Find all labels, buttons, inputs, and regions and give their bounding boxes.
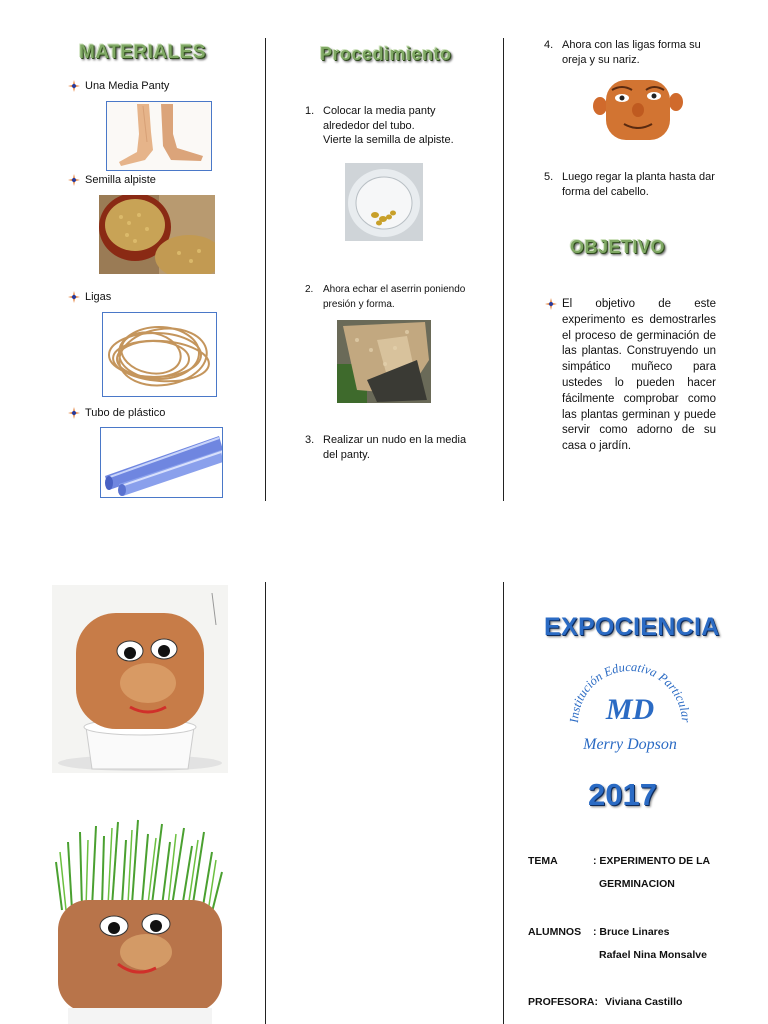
step-number: 3. (305, 434, 315, 446)
logo-arc-text: Institución Educativa Particular (566, 659, 694, 724)
column-divider-4 (503, 582, 504, 1024)
materiales-title: MATERIALES (79, 42, 207, 63)
procedure-step-4 (544, 38, 744, 68)
tema-label: TEMA (528, 855, 558, 867)
birdseed-photo (99, 195, 215, 274)
tema-value-line2: GERMINACION (599, 878, 675, 890)
alumnos-label: ALUMNOS (528, 926, 582, 938)
bullet-icon (68, 407, 80, 419)
procedimiento-title: Procedimiento (320, 44, 452, 64)
profesora-label: PROFESORA: (528, 996, 599, 1008)
bullet-icon (545, 298, 557, 310)
sponge-doll-with-grass-photo (52, 812, 228, 1024)
procedure-step-5 (544, 170, 744, 200)
expociencia-title: EXPOCIENCIA (544, 613, 720, 641)
procedure-step-1 (305, 104, 485, 149)
step-number: 1. (305, 105, 315, 117)
step-line: presión y forma. (323, 298, 395, 310)
seeds-in-glass-photo (345, 163, 423, 241)
step-line: Vierte la semilla de alpiste. (323, 134, 454, 146)
bullet-icon (68, 291, 80, 303)
step-line: Ahora echar el aserrin poniendo (323, 284, 466, 295)
sponge-head-with-ears-photo (592, 74, 684, 144)
material-label-tubo: Tubo de plástico (85, 407, 166, 419)
alumno-2: Rafael Nina Monsalve (599, 949, 707, 961)
step-line: oreja y su nariz. (562, 53, 640, 66)
step-line: del panty. (323, 448, 370, 461)
step-line: Ahora con las ligas forma su (562, 39, 701, 51)
tema-value-line1: : EXPERIMENTO DE LA (593, 855, 711, 867)
step-line: forma del cabello. (562, 185, 649, 198)
step-number: 4. (544, 39, 554, 51)
column-divider-1 (265, 38, 266, 501)
procedure-step-3 (305, 433, 490, 463)
stockings-feet-photo (106, 101, 212, 171)
sawdust-photo (337, 320, 431, 403)
year-label: 2017 (588, 777, 657, 812)
step-line: alrededor del tubo. (323, 119, 415, 132)
objective-text: El objetivo de este experimento es demostrarles el proceso de germinación de las plantas. Construyendo un simpático muñeco para ustedes lo pueden hacer fácilmente comprobar como las plantas germinan y puede servir como adorno de su casa o jardín. (562, 298, 716, 453)
school-logo (566, 651, 694, 759)
profesora-value: Viviana Castillo (605, 996, 683, 1008)
alumno-1: : Bruce Linares (593, 926, 670, 938)
logo-monogram: MD (605, 693, 655, 726)
rubber-bands-photo (102, 312, 217, 397)
procedure-step-2 (305, 283, 490, 313)
plastic-tubes-photo (100, 427, 223, 498)
objetivo-title: OBJETIVO (570, 237, 666, 257)
column-divider-3 (265, 582, 266, 1024)
logo-name: Merry Dopson (583, 736, 677, 753)
step-number: 2. (305, 284, 314, 295)
material-label-alpiste: Semilla alpiste (85, 174, 156, 186)
material-label-panty: Una Media Panty (85, 80, 170, 92)
step-line: Realizar un nudo en la media (323, 434, 467, 446)
step-line: Colocar la media panty (323, 105, 436, 117)
bullet-icon (68, 174, 80, 186)
sponge-doll-without-grass-photo (52, 585, 228, 773)
step-number: 5. (544, 171, 554, 183)
material-label-ligas: Ligas (85, 291, 112, 303)
step-line: Luego regar la planta hasta dar (562, 171, 715, 183)
bullet-icon (68, 80, 80, 92)
column-divider-2 (503, 38, 504, 501)
